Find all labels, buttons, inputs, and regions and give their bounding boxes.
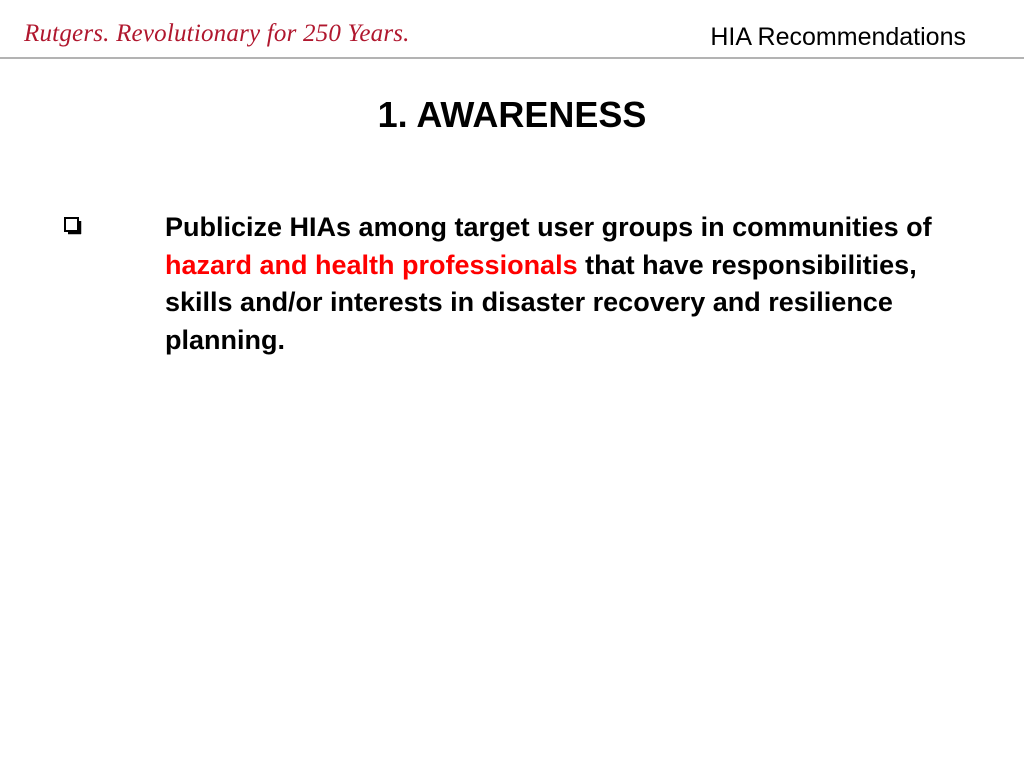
bullet-text-before: Publicize HIAs among target user groups in communities of <box>165 212 932 242</box>
section-title: HIA Recommendations <box>710 23 966 51</box>
bullet-text-highlight: hazard and health professionals <box>165 249 578 280</box>
slide-header <box>0 0 1024 58</box>
rutgers-brand-logo: Rutgers. Revolutionary for 250 Years. <box>24 20 410 47</box>
bullet-text <box>165 209 965 359</box>
bullet-text-after: that have responsibilities, skills and/or interests in disaster recovery and resilience planning. <box>165 249 917 355</box>
header-divider <box>0 57 1024 59</box>
checkbox-bullet-icon <box>64 217 82 235</box>
slide-title: 1. AWARENESS <box>377 94 647 135</box>
